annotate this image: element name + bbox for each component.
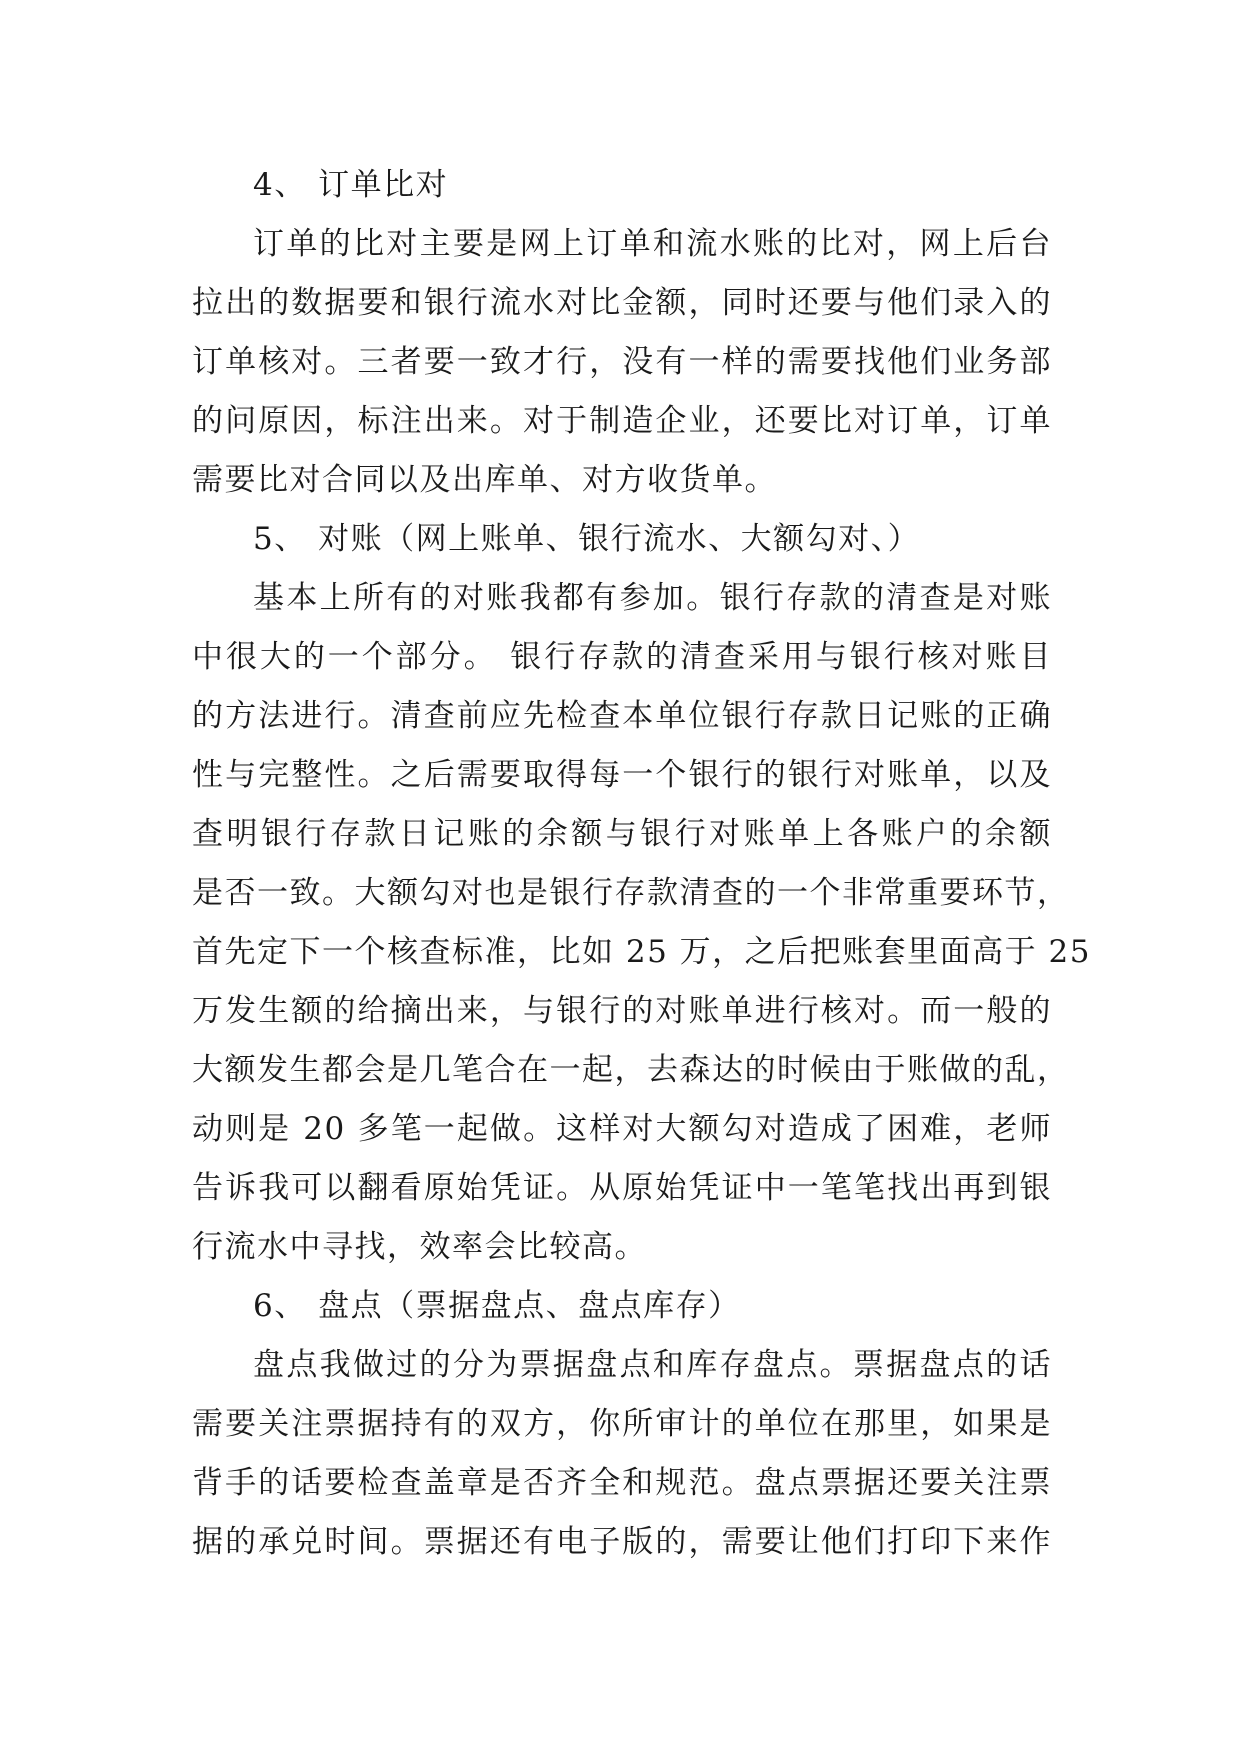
text-line: 订单核对。三者要一致才行，没有一样的需要找他们业务部 bbox=[192, 344, 1052, 380]
text-line: 查明银行存款日记账的余额与银行对账单上各账户的余额 bbox=[192, 816, 1052, 852]
text-line: 背手的话要检查盖章是否齐全和规范。盘点票据还要关注票 bbox=[192, 1465, 1052, 1501]
text-line: 基本上所有的对账我都有参加。银行存款的清查是对账 bbox=[253, 580, 1052, 616]
text-line: 盘点我做过的分为票据盘点和库存盘点。票据盘点的话 bbox=[253, 1347, 1052, 1383]
text-line: 中很大的一个部分。 银行存款的清查采用与银行核对账目 bbox=[192, 639, 1052, 675]
text-line: 大额发生都会是几笔合在一起，去森达的时候由于账做的乱， bbox=[192, 1052, 1070, 1088]
text-line: 行流水中寻找，效率会比较高。 bbox=[192, 1229, 647, 1265]
text-line: 性与完整性。之后需要取得每一个银行的银行对账单，以及 bbox=[192, 757, 1052, 793]
text-line: 是否一致。大额勾对也是银行存款清查的一个非常重要环节， bbox=[192, 875, 1070, 911]
text-line: 的问原因，标注出来。对于制造企业，还要比对订单，订单 bbox=[192, 403, 1052, 439]
heading-reconciliation: 5、 对账（网上账单、银行流水、大额勾对、） bbox=[253, 521, 921, 557]
heading-order-comparison: 4、 订单比对 bbox=[253, 167, 449, 203]
text-line: 告诉我可以翻看原始凭证。从原始凭证中一笔笔找出再到银 bbox=[192, 1170, 1052, 1206]
heading-inventory: 6、 盘点（票据盘点、盘点库存） bbox=[253, 1288, 741, 1324]
text-line: 的方法进行。清查前应先检查本单位银行存款日记账的正确 bbox=[192, 698, 1052, 734]
text-line: 订单的比对主要是网上订单和流水账的比对，网上后台 bbox=[253, 226, 1052, 262]
text-line: 首先定下一个核查标准，比如 25 万，之后把账套里面高于 25 bbox=[192, 934, 1091, 970]
text-line: 万发生额的给摘出来，与银行的对账单进行核对。而一般的 bbox=[192, 993, 1052, 1029]
text-line: 动则是 20 多笔一起做。这样对大额勾对造成了困难，老师 bbox=[192, 1111, 1052, 1147]
text-line: 拉出的数据要和银行流水对比金额，同时还要与他们录入的 bbox=[192, 285, 1052, 321]
text-line: 需要比对合同以及出库单、对方收货单。 bbox=[192, 462, 777, 498]
text-line: 据的承兑时间。票据还有电子版的，需要让他们打印下来作 bbox=[192, 1524, 1052, 1560]
text-line: 需要关注票据持有的双方，你所审计的单位在那里，如果是 bbox=[192, 1406, 1052, 1442]
